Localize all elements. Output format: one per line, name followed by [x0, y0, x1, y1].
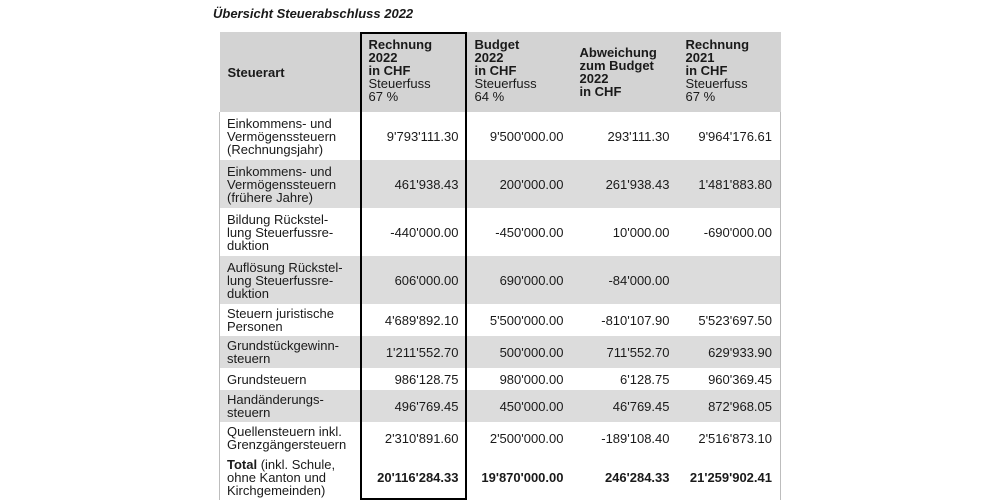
value-abweichung: 261'938.43 — [572, 160, 678, 208]
value-abweichung: 293'111.30 — [572, 112, 678, 160]
row-label: Quellensteuern inkl. Grenzgängersteuern — [220, 422, 361, 454]
value-rechnung-2022: 4'689'892.10 — [361, 304, 467, 336]
value-rechnung-2022: 986'128.75 — [361, 368, 467, 390]
value-rechnung-2022: 496'769.45 — [361, 390, 467, 422]
value-rechnung-2021: 872'968.05 — [678, 390, 781, 422]
value-budget-2022: 690'000.00 — [467, 256, 572, 304]
table-row — [220, 368, 781, 390]
value-budget-2022: -450'000.00 — [467, 208, 572, 256]
value-rechnung-2022: 1'211'552.70 — [361, 336, 467, 368]
table-row — [220, 112, 781, 160]
value-abweichung: 46'769.45 — [572, 390, 678, 422]
value-rechnung-2021: 9'964'176.61 — [678, 112, 781, 160]
header-steuerart: Steuerart — [220, 32, 361, 112]
value-budget-2022: 5'500'000.00 — [467, 304, 572, 336]
value-rechnung-2021: 960'369.45 — [678, 368, 781, 390]
value-abweichung: 711'552.70 — [572, 336, 678, 368]
header-budget-2022: Budget 2022 in CHF Steuerfuss 64 % — [467, 32, 572, 112]
table-row — [220, 422, 781, 454]
total-rechnung-2021: 21'259'902.41 — [678, 454, 781, 500]
table-row — [220, 256, 781, 304]
value-rechnung-2021: 5'523'697.50 — [678, 304, 781, 336]
value-budget-2022: 9'500'000.00 — [467, 112, 572, 160]
header-rechnung-2022: Rechnung 2022 in CHF Steuerfuss 67 % — [361, 32, 467, 112]
row-label: Einkommens- und Vermögenssteuern (frühere Jahre) — [220, 160, 361, 208]
value-rechnung-2022: 2'310'891.60 — [361, 422, 467, 454]
value-budget-2022: 2'500'000.00 — [467, 422, 572, 454]
value-rechnung-2021: -690'000.00 — [678, 208, 781, 256]
row-label: Steuern juristische Personen — [220, 304, 361, 336]
value-rechnung-2022: 461'938.43 — [361, 160, 467, 208]
row-label: Handänderungs- steuern — [220, 390, 361, 422]
tax-summary-table — [219, 32, 781, 500]
value-rechnung-2022: 606'000.00 — [361, 256, 467, 304]
value-abweichung: 10'000.00 — [572, 208, 678, 256]
value-abweichung: -84'000.00 — [572, 256, 678, 304]
value-abweichung: 6'128.75 — [572, 368, 678, 390]
table-row — [220, 208, 781, 256]
header-rechnung-2021: Rechnung 2021 in CHF Steuerfuss 67 % — [678, 32, 781, 112]
header-abweichung: Abweichung zum Budget 2022 in CHF — [572, 32, 678, 112]
table-row — [220, 160, 781, 208]
value-abweichung: -810'107.90 — [572, 304, 678, 336]
value-budget-2022: 450'000.00 — [467, 390, 572, 422]
total-rechnung-2022: 20'116'284.33 — [361, 454, 467, 500]
value-rechnung-2021 — [678, 256, 781, 304]
row-label: Grundsteuern — [220, 368, 361, 390]
value-rechnung-2021: 629'933.90 — [678, 336, 781, 368]
table-row — [220, 304, 781, 336]
total-budget-2022: 19'870'000.00 — [467, 454, 572, 500]
value-budget-2022: 980'000.00 — [467, 368, 572, 390]
row-label: Einkommens- und Vermögenssteuern (Rechnungsjahr) — [220, 112, 361, 160]
value-budget-2022: 200'000.00 — [467, 160, 572, 208]
table-row — [220, 390, 781, 422]
table-row — [220, 336, 781, 368]
row-label: Grundstückgewinn- steuern — [220, 336, 361, 368]
value-abweichung: -189'108.40 — [572, 422, 678, 454]
row-label: Bildung Rückstel- lung Steuerfussre- duktion — [220, 208, 361, 256]
total-abweichung: 246'284.33 — [572, 454, 678, 500]
value-budget-2022: 500'000.00 — [467, 336, 572, 368]
value-rechnung-2022: 9'793'111.30 — [361, 112, 467, 160]
value-rechnung-2021: 2'516'873.10 — [678, 422, 781, 454]
row-label: Auflösung Rückstel- lung Steuerfussre- duktion — [220, 256, 361, 304]
value-rechnung-2022: -440'000.00 — [361, 208, 467, 256]
total-label: Total (inkl. Schule, ohne Kanton und Kirchgemeinden) — [220, 454, 361, 500]
value-rechnung-2021: 1'481'883.80 — [678, 160, 781, 208]
page-title: Übersicht Steuerabschluss 2022 — [213, 6, 414, 21]
total-row — [220, 454, 781, 500]
header-row — [220, 32, 781, 112]
